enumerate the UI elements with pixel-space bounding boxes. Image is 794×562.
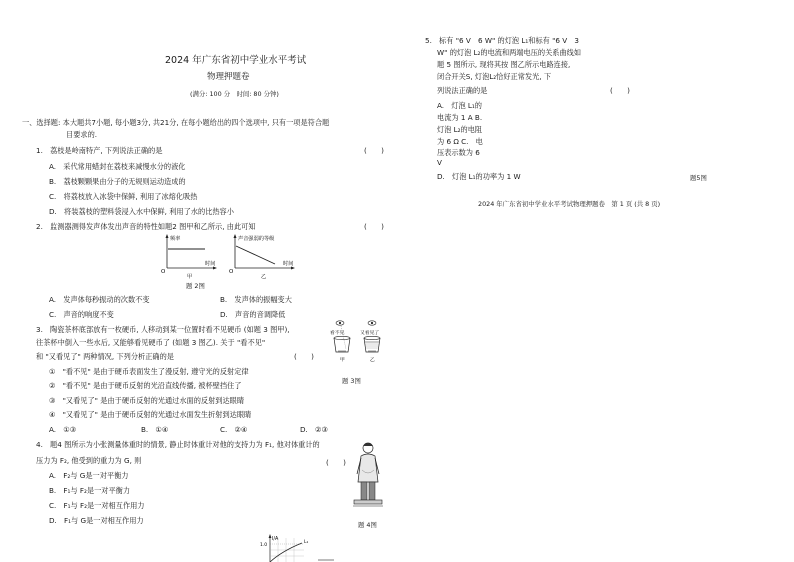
q2-stem: 2. 监测器测得发声体发出声音的特性如题2 图甲和乙所示, 由此可知 — [36, 222, 256, 231]
q2-option-b: B. 发声体的振幅变大 — [220, 295, 292, 304]
q2-graph-a-ylabel: 频率 — [170, 236, 181, 242]
q5-option-a-line6: V — [437, 158, 442, 167]
q3-fig-label: 题 3图 — [342, 377, 361, 385]
q2-graph-a-caption: 甲 — [187, 274, 193, 280]
q3-fig-b-caption: 乙 — [370, 358, 375, 363]
q3-cup-figures — [322, 318, 392, 366]
person-on-scale-figure — [348, 440, 388, 516]
q5-graph-tick-top: 1.0 — [260, 543, 268, 548]
q3-statement-4: ④ "又看见了" 是由于硬币反射的光通过水面发生折射到达眼睛 — [49, 410, 252, 419]
eye-icon — [368, 321, 376, 325]
q5-fig-label: 题5图 — [690, 174, 707, 182]
q2-graph-b-ylabel: 声音强弱的等级 — [238, 236, 275, 242]
q4-stem-line2: 压力为 F₂, 他受到的重力为 G, 则 — [36, 456, 142, 465]
q2-paren: ( ) — [364, 222, 384, 231]
page-footer: 2024 年广东省初中学业水平考试物理押题卷 第 1 页 (共 8 页) — [478, 200, 661, 208]
q1-stem: 1. 荔枝是岭南特产, 下列说法正确的是 — [36, 146, 163, 155]
q2-graph-b-caption: 乙 — [261, 274, 267, 280]
q3-stem-line2: 往茶杯中倒入一些水后, 又能够看见硬币了 (如题 3 图乙). 关于 "看不见" — [36, 338, 266, 347]
q1-option-b: B. 荔枝颗颗果由分子的无规则运动造成的 — [49, 177, 186, 186]
q3-option-b: B. ①④ — [141, 425, 169, 434]
q4-option-a: A. F₂与 G是一对平衡力 — [49, 471, 129, 480]
q5-option-a-line3: 灯泡 L₂的电阻 — [437, 125, 483, 134]
q5-stem-line5: 列说法正确的是 — [437, 86, 488, 95]
q5-iu-graph — [258, 533, 338, 562]
q1-option-a: A. 采代常用蜡封在荔枝来减慢水分的液化 — [49, 162, 186, 171]
q3-statement-2: ② "看不见" 是由于硬币反射的光沿直线传播, 被杯壁挡住了 — [49, 381, 242, 390]
q5-graph-curve-label: L₁ — [304, 540, 309, 545]
q2-graph-b-xlabel: 时间 — [283, 261, 294, 267]
q5-option-a-line1: A. 灯泡 L₁的 — [437, 101, 482, 110]
q4-stem-line1: 4. 题4 图所示为小张测量体重时的情景, 静止时体重计对他的支持力为 F₁, 他对体重计的 — [36, 440, 320, 449]
q4-fig-label: 题 4图 — [358, 521, 377, 529]
q2-graph-a-origin: O — [161, 269, 166, 275]
q2-option-d: D. 声音的音调降低 — [220, 310, 286, 319]
q5-stem-line3: 题 5 图所示, 现将其按 图乙所示电路连接, — [437, 60, 571, 69]
q1-option-d: D. 将装荔枝的塑料袋浸入水中保鲜, 利用了水的比热容小 — [49, 207, 234, 216]
q3-statement-1: ① "看不见" 是由于硬币表面发生了漫反射, 遵守光的反射定律 — [49, 367, 249, 376]
q2-option-c: C. 声音的响度不变 — [49, 310, 114, 319]
q4-option-c: C. F₁与 F₂是一对相互作用力 — [49, 501, 145, 510]
q3-statement-3: ③ "又看见了" 是由于硬币反射的光通过水面的反射到达眼睛 — [49, 396, 245, 405]
q2-fig-label: 题 2图 — [186, 282, 205, 290]
q4-option-b: B. F₁与 F₂是一对平衡力 — [49, 486, 131, 495]
q3-option-a: A. ①③ — [49, 425, 77, 434]
q1-option-c: C. 将荔枝放入冰袋中保鲜, 利用了冰熔化吸热 — [49, 192, 198, 201]
q3-fig-a-caption: 甲 — [340, 358, 345, 363]
q5-option-d: D. 灯泡 L₁的功率为 1 W — [437, 172, 521, 181]
section-heading-line2: 目要求的. — [66, 130, 98, 139]
q5-graph-ylabel: I/A — [272, 537, 279, 542]
q5-option-a-line4: 为 6 Ω C. 电 — [437, 137, 483, 146]
exam-subtitle: 物理押题卷 — [207, 72, 250, 82]
q3-paren: ( ) — [294, 352, 314, 361]
q3-option-d: D. ②③ — [300, 425, 328, 434]
q5-option-a-line5: 压表示数为 6 — [437, 148, 480, 157]
q5-stem-line2: W" 的灯泡 L₂的电流和两端电压的关系曲线如 — [437, 48, 582, 57]
q5-option-a-line2: 电流为 1 A B. — [437, 113, 483, 122]
q2-graphs — [155, 232, 325, 282]
q3-option-c: C. ②④ — [220, 425, 248, 434]
exam-title: 2024 年广东省初中学业水平考试 — [165, 55, 307, 66]
q2-graph-a-xlabel: 时间 — [205, 261, 216, 267]
q3-stem-line3: 和 "又看见了" 两种情况, 下列分析正确的是 — [36, 352, 174, 361]
q4-paren: ( ) — [326, 458, 346, 467]
q3-fig-b-label: 又看见了 — [360, 331, 380, 336]
section-heading-line1: 一、选择题: 本大题共7小题, 每小题3分, 共21分, 在每小题给出的四个选项中, 只有一项是符合题 — [22, 118, 330, 127]
q5-paren: ( ) — [610, 86, 630, 95]
eye-icon — [336, 321, 344, 325]
q1-paren: ( ) — [364, 146, 384, 155]
q3-stem-line1: 3. 陶瓷茶杯底部放有一枚硬币, 人移动到某一位置时看不见硬币 (如题 3 图甲), — [36, 325, 290, 334]
q3-fig-a-label: 看不见 — [330, 331, 345, 336]
exam-info: (满分: 100 分 时间: 80 分钟) — [190, 90, 279, 98]
q2-graph-b-origin: O — [229, 269, 234, 275]
q5-stem-line4: 闭合开关S, 灯泡L₂恰好正常发光, 下 — [437, 72, 552, 81]
q5-stem-line1: 5. 标有 "6 V 6 W" 的灯泡 L₁和标有 "6 V 3 — [425, 36, 579, 45]
q2-option-a: A. 发声体每秒振动的次数不变 — [49, 295, 150, 304]
q4-option-d: D. F₁与 G是一对相互作用力 — [49, 516, 144, 525]
